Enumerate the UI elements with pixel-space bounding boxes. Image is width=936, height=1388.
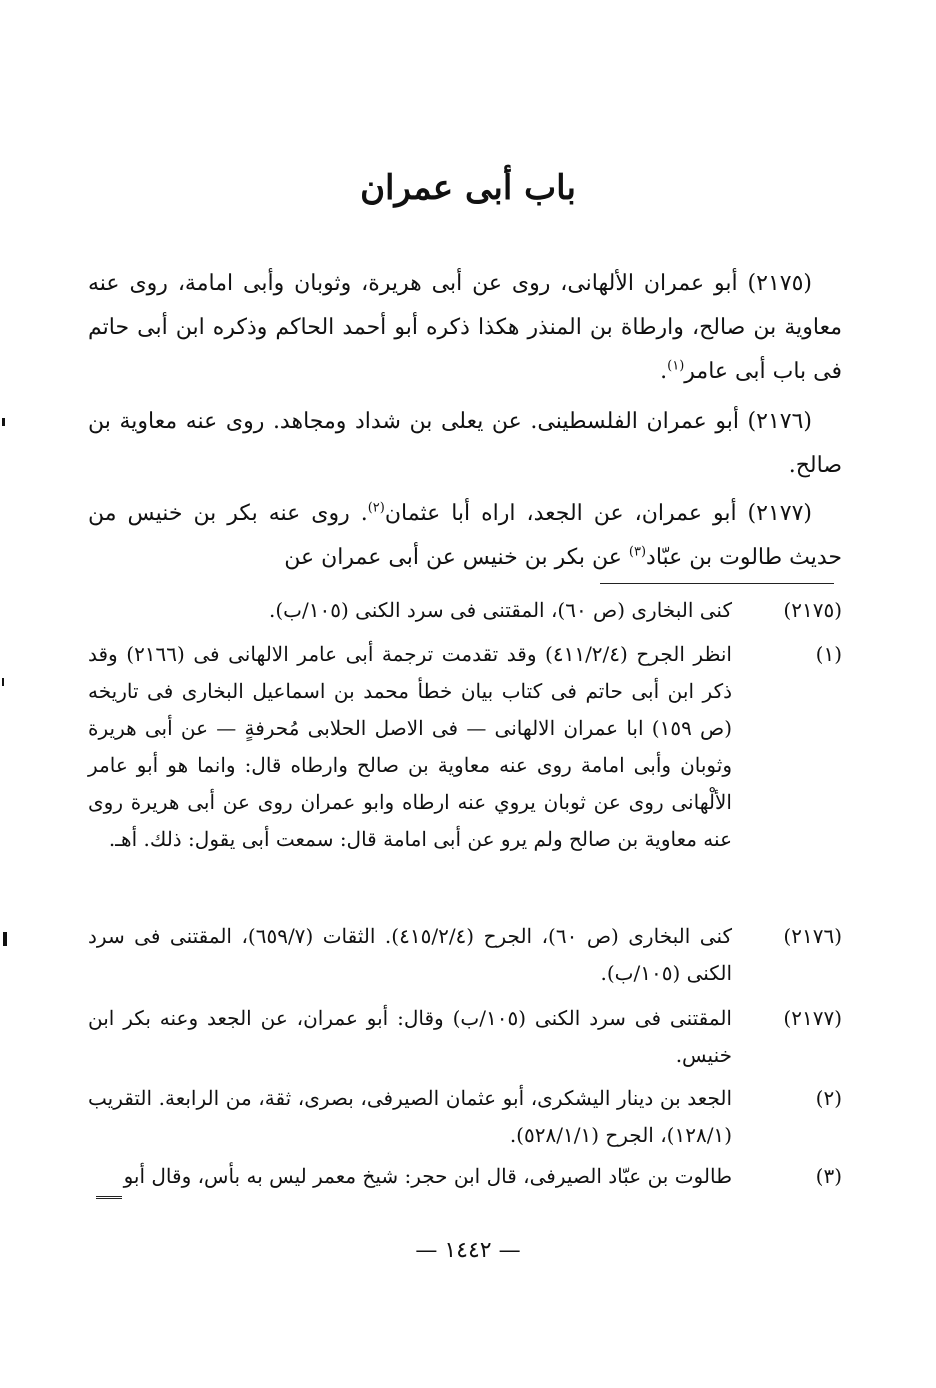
footnote-text: كنى البخارى (ص ٦٠)، الجرح (٤١٥/٢/٤). الثقات (٦٥٩/٧)، المقتنى فى سرد الكنى (١٠٥/ب). xyxy=(88,924,732,985)
entry-text-part: (٢١٧٥) أبو عمران الألهانى، روى عن أبى هريرة، وثوبان وأبى امامة، روى عنه معاوية بن صالح، وارطاة بن المنذر هكذا ذكره أبو أحمد الحاكم وذكره ابن أبى حاتم فى باب أبى عامر xyxy=(88,271,842,384)
footnote xyxy=(88,1158,842,1195)
footnote-number: (٢١٧٧) xyxy=(783,1006,842,1030)
footnote-text: الجعد بن دينار اليشكرى، أبو عثمان الصيرفى، بصرى، ثقة، من الرابعة. التقريب (١٢٨/١)، الجرح (٥٢٨/١/١). xyxy=(88,1086,732,1147)
entry-text-part: عن بكر بن خنيس عن أبى عمران عن xyxy=(284,545,629,570)
entry-text-part: . xyxy=(660,359,668,384)
entry-2176 xyxy=(88,400,842,488)
footnote xyxy=(88,592,842,629)
footnote-number: (٣) xyxy=(815,1164,842,1188)
footnote-text: كنى البخارى (ص ٦٠)، المقتنى فى سرد الكنى (١٠٥/ب). xyxy=(269,598,732,622)
entry-text-part: (٢١٧٧) أبو عمران، عن الجعد، اراه أبا عثمان xyxy=(384,501,813,526)
footnote-text: انظر الجرح (٤١١/٢/٤) وقد تقدمت ترجمة أبى عامر الالهانى فى (٢١٦٦) وقد ذكر ابن أبى حاتم فى كتاب بيان خطأ محمد بن اسماعيل البخارى فى تاريخه (ص ١٥٩) ابا عمران الالهانى — فى الاصل الحلابى مُحرفةٍ — عن أبى هريرة وثوبان وأبى امامة روى عنه معاوية بن صالح وارطاه قال: وانما هو أبو عامر الألْهانى روى عن ثوبان يروي عنه ارطاه وابو عمران روى عن أبى هريرة روى عنه معاوية بن صالح ولم يرو عن أبى امامة قال: سمعت أبى يقول: ذلك. أهـ. xyxy=(88,642,733,851)
footnote-ref: (١) xyxy=(667,358,685,374)
entry-2175 xyxy=(88,262,842,394)
scan-speck xyxy=(2,418,5,426)
catchword-underline xyxy=(96,1196,122,1199)
footnote-text: طالوت بن عبّاد الصيرفى، قال ابن حجر: شيخ معمر ليس به بأس، وقال أبو xyxy=(123,1164,732,1188)
footnote-number: (٢١٧٥) xyxy=(783,598,842,622)
entry-text xyxy=(88,492,842,580)
entry-text: (٢١٧٦) أبو عمران الفلسطينى. عن يعلى بن شداد ومجاهد. روى عنه معاوية بن صالح. xyxy=(88,409,842,478)
footnote-text: المقتنى فى سرد الكنى (١٠٥/ب) وقال: أبو عمران، عن الجعد وعنه بكر ابن خنيس. xyxy=(88,1006,732,1067)
footnote-ref: (٢) xyxy=(367,500,385,516)
footnote xyxy=(88,918,842,992)
footnote xyxy=(88,636,842,858)
footnote xyxy=(88,1000,842,1074)
footnote-number: (٢) xyxy=(815,1086,842,1110)
scan-speck xyxy=(3,932,7,946)
footnote-ref: (٣) xyxy=(628,544,647,560)
entry-text-part: . روى عنه بكر بن خنيس من حديث طالوت بن عبّاد xyxy=(88,501,842,570)
footnote-number: (٢١٧٦) xyxy=(783,924,842,948)
entry-text xyxy=(88,262,842,394)
entry-2177 xyxy=(88,492,842,580)
footnote xyxy=(88,1080,842,1154)
page-number: — ١٤٤٢ — xyxy=(415,1238,521,1263)
footnote-separator xyxy=(600,583,834,584)
footnote-number: (١) xyxy=(815,642,842,666)
scan-speck xyxy=(2,678,4,686)
page-title: باب أبى عمران xyxy=(360,168,576,208)
